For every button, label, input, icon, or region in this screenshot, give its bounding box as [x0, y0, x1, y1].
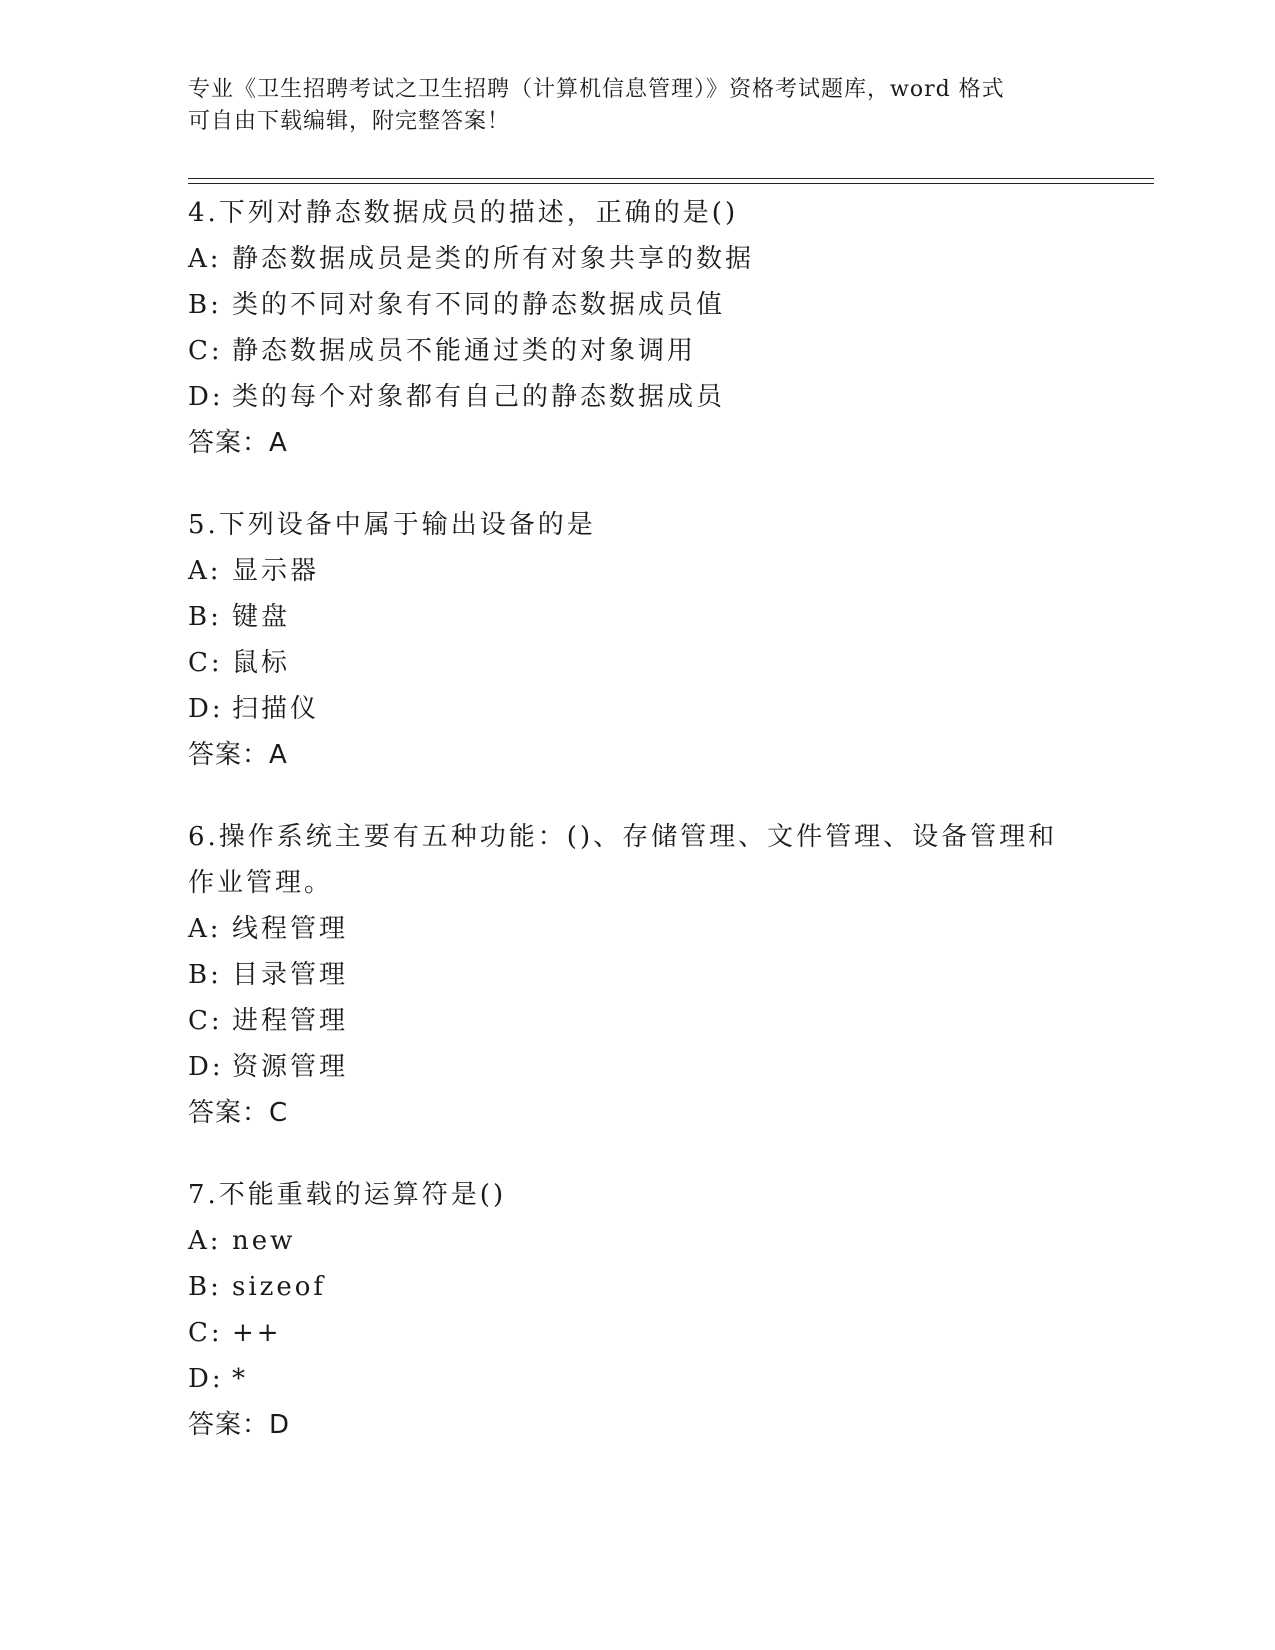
option-b: [188, 282, 1088, 328]
question-list: [188, 190, 1088, 1484]
option-text: 目录管理: [232, 960, 349, 990]
question-5: [188, 502, 1088, 778]
question-title: 7.不能重载的运算符是(): [188, 1180, 507, 1210]
header-line-1: 专业《卫生招聘考试之卫生招聘（计算机信息管理）》资格考试题库，word 格式: [188, 77, 1005, 102]
answer-line: 答案：C: [188, 1098, 289, 1128]
document-header: [188, 74, 1088, 138]
option-label: B:: [188, 1272, 222, 1302]
question-4: [188, 190, 1088, 466]
answer-line: 答案：A: [188, 740, 288, 770]
option-label: B:: [188, 602, 222, 632]
header-rule-bottom: [188, 183, 1154, 184]
option-a: [188, 236, 1088, 282]
option-text: 静态数据成员不能通过类的对象调用: [232, 336, 697, 366]
option-d: [188, 686, 1088, 732]
option-a: [188, 906, 1088, 952]
question-title-line-2: 作业管理。: [188, 868, 334, 898]
option-d: [188, 374, 1088, 420]
option-b: [188, 952, 1088, 998]
option-c: [188, 998, 1088, 1044]
option-b: [188, 594, 1088, 640]
question-title: 4.下列对静态数据成员的描述，正确的是(): [188, 198, 739, 228]
question-title-line-1: 6.操作系统主要有五种功能：()、存储管理、文件管理、设备管理和: [188, 822, 1058, 852]
option-text: 鼠标: [232, 648, 291, 678]
option-label: D:: [188, 1052, 224, 1082]
option-label: A:: [188, 914, 222, 944]
option-a: [188, 1218, 1088, 1264]
option-c: [188, 640, 1088, 686]
option-label: D:: [188, 1364, 224, 1394]
option-text: 资源管理: [232, 1052, 349, 1082]
option-label: C:: [188, 336, 223, 366]
option-label: B:: [188, 960, 222, 990]
header-rule-top: [188, 178, 1154, 179]
option-label: D:: [188, 382, 224, 412]
answer-line: 答案：D: [188, 1410, 291, 1440]
option-text: 键盘: [232, 602, 291, 632]
header-line-2: 可自由下载编辑，附完整答案！: [188, 109, 511, 134]
option-text: 类的每个对象都有自己的静态数据成员: [232, 382, 726, 412]
option-d: [188, 1044, 1088, 1090]
answer-line: 答案：A: [188, 428, 288, 458]
option-label: C:: [188, 648, 223, 678]
option-text: 显示器: [232, 556, 320, 586]
option-text: *: [232, 1364, 248, 1394]
question-7: [188, 1172, 1088, 1448]
option-label: C:: [188, 1318, 223, 1348]
option-label: D:: [188, 694, 224, 724]
option-label: B:: [188, 290, 222, 320]
question-title: 5.下列设备中属于输出设备的是: [188, 510, 596, 540]
option-text: 类的不同对象有不同的静态数据成员值: [232, 290, 726, 320]
option-text: sizeof: [232, 1272, 327, 1302]
option-label: A:: [188, 1226, 222, 1256]
option-label: A:: [188, 556, 222, 586]
option-text: ++: [232, 1318, 282, 1348]
option-text: 进程管理: [232, 1006, 349, 1036]
option-text: new: [232, 1226, 296, 1256]
option-a: [188, 548, 1088, 594]
option-text: 扫描仪: [232, 694, 320, 724]
option-c: [188, 1310, 1088, 1356]
question-6: [188, 814, 1088, 1136]
option-c: [188, 328, 1088, 374]
option-label: A:: [188, 244, 222, 274]
option-label: C:: [188, 1006, 223, 1036]
option-text: 线程管理: [232, 914, 349, 944]
option-b: [188, 1264, 1088, 1310]
option-text: 静态数据成员是类的所有对象共享的数据: [232, 244, 755, 274]
option-d: [188, 1356, 1088, 1402]
